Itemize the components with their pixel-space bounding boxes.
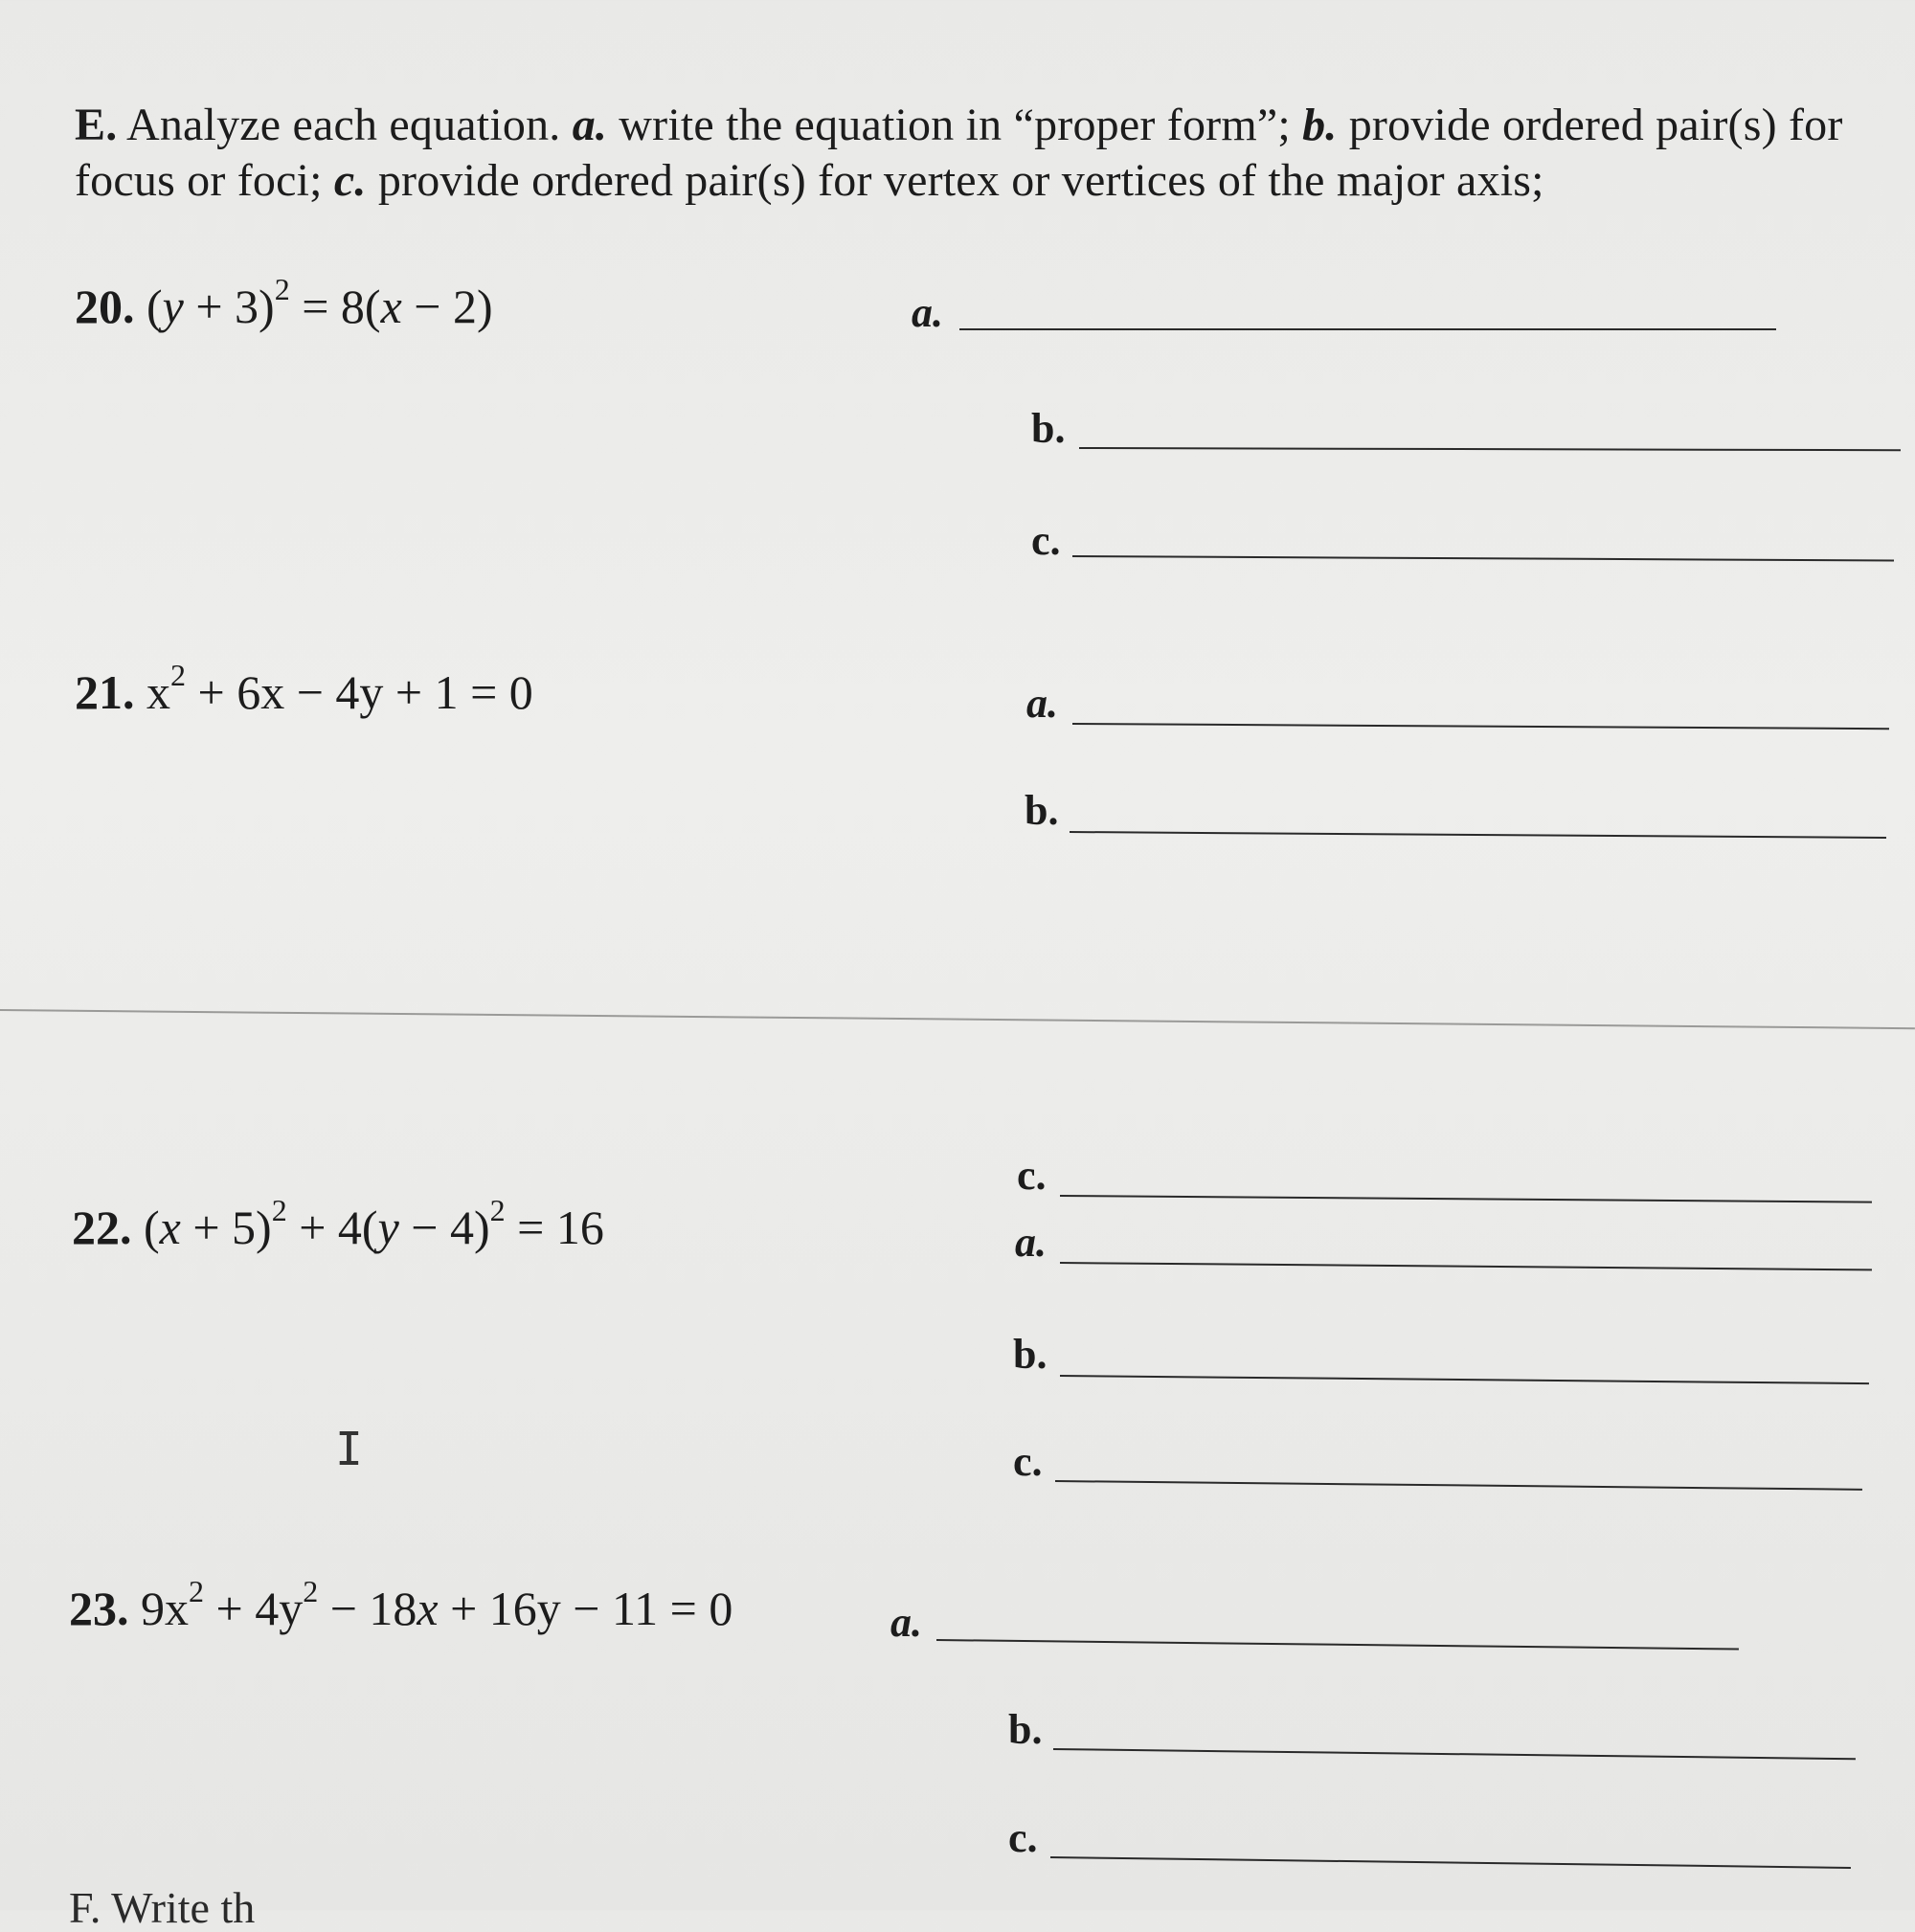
answer-line-c[interactable] (1055, 1480, 1862, 1491)
problem-21 (75, 658, 533, 721)
answer-label-a: a. (912, 289, 943, 336)
answer-label-c: c. (1013, 1438, 1043, 1485)
problem-number: 23. (69, 1582, 129, 1635)
answer-line-c[interactable] (1050, 1856, 1851, 1869)
equation: $(y + 3)^2 = 8(x - 2)$ (146, 272, 493, 333)
answer-line-b[interactable] (1053, 1748, 1856, 1760)
answer-label-b: b. (1013, 1331, 1048, 1378)
problem-20 (75, 272, 493, 335)
answer-line-a[interactable] (959, 328, 1776, 330)
answer-label-b: b. (1025, 787, 1059, 834)
part-b-label: b. (1302, 100, 1338, 150)
answer-label-b: b. (1008, 1706, 1043, 1753)
instructions (75, 98, 1899, 209)
problem-22 (72, 1193, 604, 1256)
answer-line-c[interactable] (1060, 1195, 1872, 1203)
equation: $(x + 5)^2 + 4(y - 4)^2 = 16$ (144, 1193, 604, 1254)
problem-number: 22. (72, 1201, 132, 1254)
instructions-intro: Analyze each equation. (117, 100, 573, 150)
next-section-heading: F. Write th (69, 1883, 256, 1932)
text-cursor-icon: I (335, 1423, 363, 1476)
answer-line-b[interactable] (1079, 447, 1901, 451)
answer-label-a: a. (1015, 1219, 1047, 1266)
answer-label-c: c. (1017, 1152, 1047, 1199)
answer-line-b[interactable] (1070, 831, 1886, 839)
part-a-text: write the equation in “proper form”; (607, 100, 1303, 150)
equation: $x^2 + 6x - 4y + 1 = 0$ (146, 658, 533, 719)
part-a-label: a. (572, 100, 608, 150)
answer-line-c[interactable] (1072, 555, 1894, 561)
answer-line-a[interactable] (1072, 723, 1889, 730)
answer-line-a[interactable] (936, 1639, 1739, 1651)
answer-line-a[interactable] (1060, 1262, 1872, 1270)
part-c-text: provide ordered pair(s) for vertex or vertices of the major axis; (366, 155, 1544, 206)
answer-label-c: c. (1008, 1814, 1038, 1861)
page-fold-line (0, 1009, 1915, 1029)
section-letter: E. (75, 100, 118, 150)
problem-number: 21. (75, 665, 135, 719)
problem-23 (69, 1574, 733, 1637)
answer-label-a: a. (1026, 680, 1058, 727)
problem-number: 20. (75, 280, 135, 333)
part-c-label: c. (333, 155, 367, 206)
equation: $9x^2 + 4y^2 - 18x + 16y - 11 = 0$ (141, 1574, 733, 1635)
answer-label-a: a. (890, 1599, 922, 1646)
part-b-text: provide ordered pair(s) for focus or foci; (75, 100, 1843, 206)
answer-label-b: b. (1031, 405, 1066, 452)
answer-label-c: c. (1031, 517, 1061, 564)
answer-line-b[interactable] (1060, 1375, 1869, 1384)
